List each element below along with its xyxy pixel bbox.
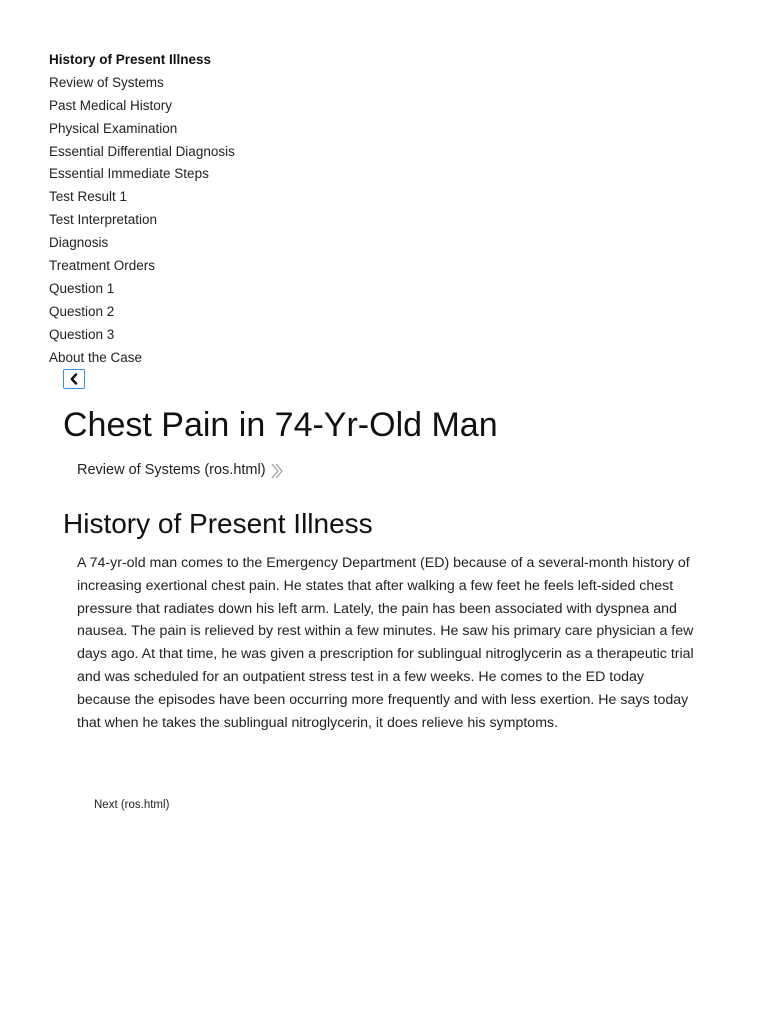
nav-item-review-of-systems[interactable]: Review of Systems — [49, 74, 164, 90]
section-nav — [49, 50, 235, 370]
nav-item-test-result-1[interactable]: Test Result 1 — [49, 189, 128, 205]
chevron-left-icon — [69, 373, 79, 385]
review-of-systems-link-label: Review of Systems (ros.html) — [77, 461, 266, 478]
nav-item-treatment-orders[interactable]: Treatment Orders — [49, 258, 156, 274]
nav-item-physical-examination[interactable]: Physical Examination — [49, 120, 178, 136]
nav-item-diagnosis[interactable]: Diagnosis — [49, 235, 109, 251]
nav-item-question-3[interactable]: Question 3 — [49, 326, 115, 342]
review-of-systems-link[interactable] — [77, 459, 284, 480]
nav-item-test-interpretation[interactable]: Test Interpretation — [49, 212, 158, 228]
nav-item-essential-immediate-steps[interactable]: Essential Immediate Steps — [49, 166, 209, 182]
nav-item-past-medical-history[interactable]: Past Medical History — [49, 97, 173, 113]
back-button[interactable] — [63, 369, 85, 389]
nav-item-question-2[interactable]: Question 2 — [49, 303, 115, 319]
next-link[interactable]: Next (ros.html) — [94, 799, 170, 811]
double-chevron-right-icon — [270, 462, 284, 480]
nav-item-essential-differential-diagnosis[interactable]: Essential Differential Diagnosis — [49, 143, 235, 159]
history-of-present-illness-text: A 74-yr-old man comes to the Emergency Department (ED) because of a several-month history of increasing exertional chest pain. He states that after walking a few feet he feels left-sided chest pressure that radiates down his left arm. Lately, the pain has been associated with dyspnea and nausea. The pain is relieved by rest within a few minutes. He saw his primary care physician a few days ago. At that time, he was given a prescription for sublingual nitroglycerin as a therapeutic trial and was scheduled for an outpatient stress test in a few weeks. He comes to the ED today because the episodes have been occurring more frequently and with less exertion. He says today that when he takes the sublingual nitroglycerin, it does relieve his symptoms. — [77, 555, 694, 731]
nav-item-history-of-present-illness[interactable]: History of Present Illness — [49, 52, 212, 67]
section-title: History of Present Illness — [63, 508, 373, 539]
nav-item-about-the-case[interactable]: About the Case — [49, 349, 143, 365]
nav-item-question-1[interactable]: Question 1 — [49, 280, 115, 296]
case-title: Chest Pain in 74-Yr-Old Man — [63, 406, 498, 444]
